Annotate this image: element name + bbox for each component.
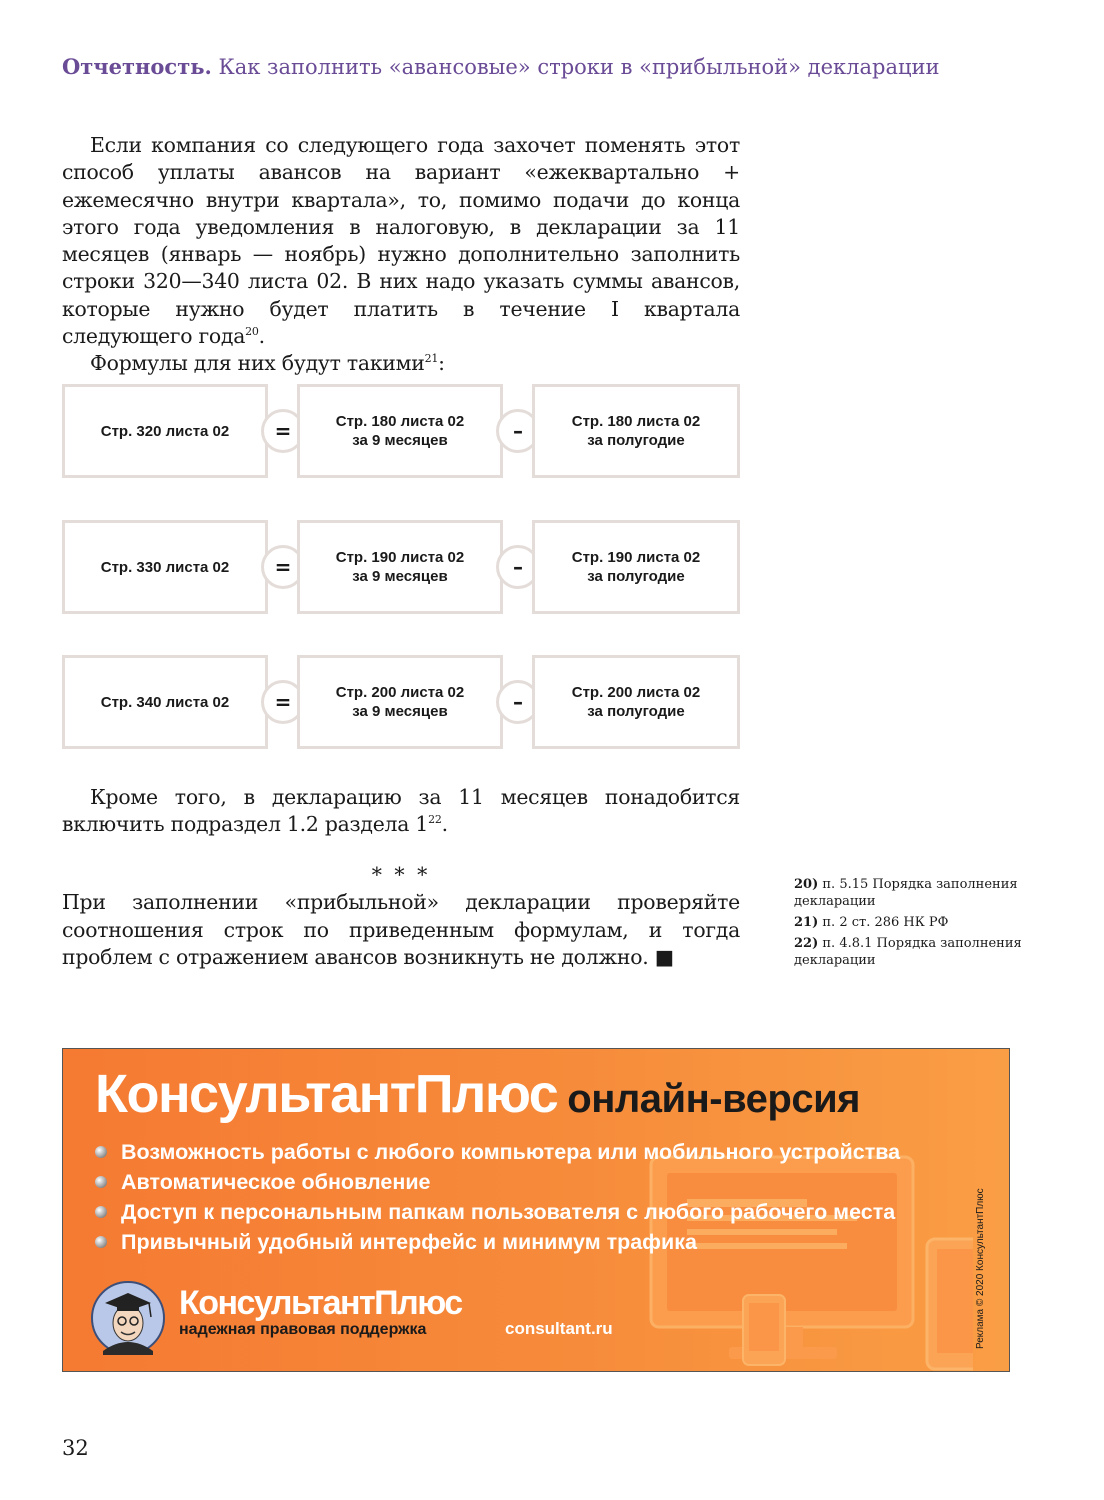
intro-text [62,132,740,378]
ad-logo-text: КонсультантПлюс надежная правовая поддержка [179,1284,462,1338]
ad-version: онлайн-версия [567,1077,861,1121]
conclusion-text [62,862,740,971]
paragraph-1: Если компания со следующего года захочет поменять этот способ уплаты авансов на вариант «ежеквартально + ежемесячно внутри квартала», то, помимо подачи до конца этого года уведомления в налоговую, в декларации за 11 месяцев (январь — ноябрь) нужно дополнительно заполнить строки 320—340 листа 02. В них надо указать суммы авансов, которые нужно будет платить в течение I квартала следующего года$^{20}$. [62,133,740,349]
bullet-icon [95,1206,107,1218]
paragraph-3: Кроме того, в декларацию за 11 месяцев понадобится включить подраздел 1.2 раздела $1^{22}$. [62,785,740,837]
formula-right: Стр. 190 листа 02 за полугодие [532,520,740,614]
list-item: Доступ к персональным папкам пользователя с любого рабочего места [95,1197,900,1227]
list-item: Возможность работы с любого компьютера или мобильного устройства [95,1137,900,1167]
paragraph-4: При заполнении «прибыльной» декларации проверяйте соотношения строк по приведенным формулам, и тогда проблем с отражением авансов возникнуть не должно. ■ [62,890,740,969]
footnote-ref-22[interactable]: 22 [428,813,442,827]
formula-left: Стр. 340 листа 02 [62,655,268,749]
ad-brand: КонсультантПлюс [95,1064,558,1124]
closing-text [62,784,740,839]
formula-middle: Стр. 190 листа 02 за 9 месяцев [297,520,503,614]
formula-row-340 [62,655,740,749]
equals-sign: = [261,545,305,589]
footnote-22: 22) п. 4.8.1 Порядка заполнения декларации [794,936,1022,968]
formula-right: Стр. 180 листа 02 за полугодие [532,384,740,478]
minus-sign: – [496,545,540,589]
formula-right: Стр. 200 листа 02 за полугодие [532,655,740,749]
end-mark: ■ [654,944,674,969]
footnote-21: 21) п. 2 ст. 286 НК РФ [794,915,949,930]
header-section: Отчетность. [62,54,212,79]
list-item: Автоматическое обновление [95,1167,900,1197]
footnote-ref-20[interactable]: 20 [245,325,259,339]
formula-left: Стр. 320 листа 02 [62,384,268,478]
footnote-ref-21[interactable]: 21 [424,352,439,366]
ad-title [95,1063,860,1125]
formula-row-320 [62,384,740,478]
bullet-icon [95,1146,107,1158]
section-separator: * * * [371,863,431,887]
formula-row-330 [62,520,740,614]
bullet-icon [95,1176,107,1188]
professor-logo-icon [91,1281,165,1355]
page-number: 32 [62,1436,89,1460]
footnote-20: 20) п. 5.15 Порядка заполнения декларации [794,877,1018,909]
footnotes [794,876,1034,973]
consultantplus-ad-banner[interactable] [62,1048,1010,1372]
equals-sign: = [261,680,305,724]
ad-feature-list [95,1137,900,1257]
formula-middle: Стр. 180 листа 02 за 9 месяцев [297,384,503,478]
minus-sign: – [496,680,540,724]
ad-copyright: Реклама © 2020 КонсультантПлюс [975,1188,986,1349]
list-item: Привычный удобный интерфейс и минимум трафика [95,1227,900,1257]
formula-middle: Стр. 200 листа 02 за 9 месяцев [297,655,503,749]
formula-left: Стр. 330 листа 02 [62,520,268,614]
minus-sign: – [496,409,540,453]
ad-url-link[interactable]: consultant.ru [505,1319,613,1338]
equals-sign: = [261,409,305,453]
header-title: Как заполнить «авансовые» строки в «прибыльной» декларации [218,55,940,79]
running-header [62,54,962,79]
paragraph-2: Формулы для них будут такими$^{21}$: [90,351,445,376]
ad-tagline: надежная правовая поддержка [179,1321,427,1338]
bullet-icon [95,1236,107,1248]
